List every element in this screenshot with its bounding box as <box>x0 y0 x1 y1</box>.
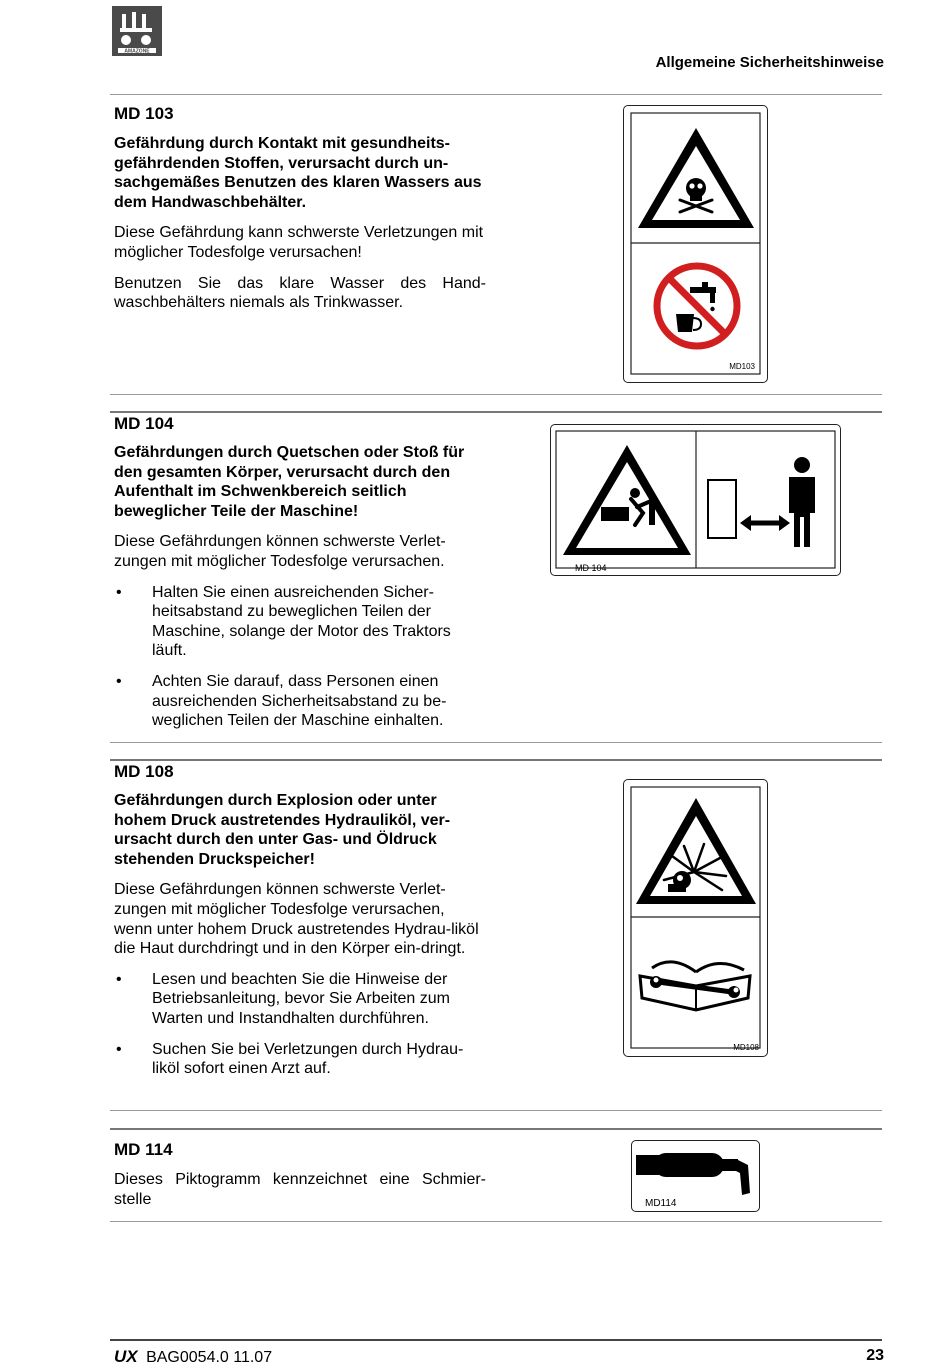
sign-code-md108: MD108 <box>733 1043 759 1052</box>
pictogram-md104 <box>550 424 841 576</box>
bullet-icon: • <box>116 583 122 601</box>
consequence-text: Diese Gefährdung kann schwerste Verletzungen mit möglicher Todesfolge verursachen! <box>114 224 484 261</box>
page-number: 23 <box>866 1347 884 1364</box>
instruction-list <box>114 970 486 1079</box>
section-divider <box>110 1221 882 1222</box>
list-item: • Halten Sie einen ausreichenden Sicher-heitsabstand zu beweglichen Teilen der Maschine, solange der Motor des Traktors läuft. <box>116 583 451 660</box>
sign-code-md104: MD 104 <box>575 563 607 573</box>
warning-crush-icon <box>551 425 840 575</box>
section-divider <box>110 394 882 395</box>
footer-doc-number: BAG0054.0 11.07 <box>146 1349 273 1366</box>
section-divider <box>110 411 882 413</box>
section-title-md114: MD 114 <box>114 1140 173 1159</box>
section-divider <box>110 1110 882 1111</box>
bullet-icon: • <box>116 672 122 690</box>
pictogram-md108 <box>623 779 768 1057</box>
section-body-md103 <box>114 134 486 324</box>
header-title: Allgemeine Sicherheitshinweise <box>655 54 884 71</box>
bullet-icon: • <box>116 1040 122 1058</box>
description-text: Dieses Piktogramm kennzeichnet eine Schmier-stelle <box>114 1171 486 1208</box>
list-item: • Suchen Sie bei Verletzungen durch Hydrau-liköl sofort einen Arzt auf. <box>116 1040 464 1078</box>
section-title-md104: MD 104 <box>114 414 174 433</box>
header-rule <box>110 94 882 95</box>
footer-doc-info <box>114 1347 272 1367</box>
section-title-md103: MD 103 <box>114 104 174 123</box>
bullet-icon: • <box>116 970 122 988</box>
instruction-list <box>114 583 486 731</box>
hazard-statement: Gefährdungen durch Explosion oder unter hohem Druck austretendes Hydrauliköl, ver-ursacht durch den unter Gas- und Öldruck stehenden Druckspeicher! <box>114 792 451 868</box>
warning-explosion-icon <box>624 780 767 1056</box>
section-body-md104 <box>114 443 486 742</box>
section-divider <box>110 742 882 743</box>
instruction-text: Benutzen Sie das klare Wasser des Hand-waschbehälters niemals als Trinkwasser. <box>114 274 486 312</box>
pictogram-md103 <box>623 105 768 383</box>
sign-code-md114: MD114 <box>645 1198 677 1209</box>
section-body-md108 <box>114 791 486 1090</box>
consequence-text: Diese Gefährdungen können schwerste Verlet-zungen mit möglicher Todesfolge verursachen, wenn unter hohem Druck austretendes Hydrau-liköl die Haut durchdringt und in den Körper ein-dringt. <box>114 881 479 958</box>
section-divider <box>110 1128 882 1130</box>
hazard-statement: Gefährdungen durch Quetschen oder Stoß für den gesamten Körper, verursacht durch den Aufenthalt im Schwenkbereich seitlich beweglicher Teile der Maschine! <box>114 444 465 520</box>
sign-code-md103: MD103 <box>729 362 755 371</box>
hazard-statement: Gefährdung durch Kontakt mit gesundheits-gefährdenden Stoffen, verursacht durch un-sachgemäßes Benutzen des klaren Wassers aus dem Handwaschbehälter. <box>114 135 482 211</box>
section-divider <box>110 759 882 761</box>
footer-brand: UX <box>114 1347 138 1366</box>
section-body-md114 <box>114 1170 486 1220</box>
list-item: • Lesen und beachten Sie die Hinweise der Betriebsanleitung, bevor Sie Arbeiten zum Warten und Instandhalten durchführen. <box>116 970 450 1027</box>
list-item: • Achten Sie darauf, dass Personen einen ausreichenden Sicherheitsabstand zu be-weglichen Teilen der Maschine einhalten. <box>116 672 447 730</box>
consequence-text: Diese Gefährdungen können schwerste Verlet-zungen mit möglicher Todesfolge verursachen. <box>114 533 446 570</box>
amazone-logo <box>112 6 162 56</box>
pictogram-md114 <box>631 1140 760 1212</box>
footer-rule <box>110 1339 882 1341</box>
warning-toxic-icon <box>624 106 767 382</box>
section-title-md108: MD 108 <box>114 762 174 781</box>
svg-text:AMAZONE: AMAZONE <box>124 48 150 55</box>
